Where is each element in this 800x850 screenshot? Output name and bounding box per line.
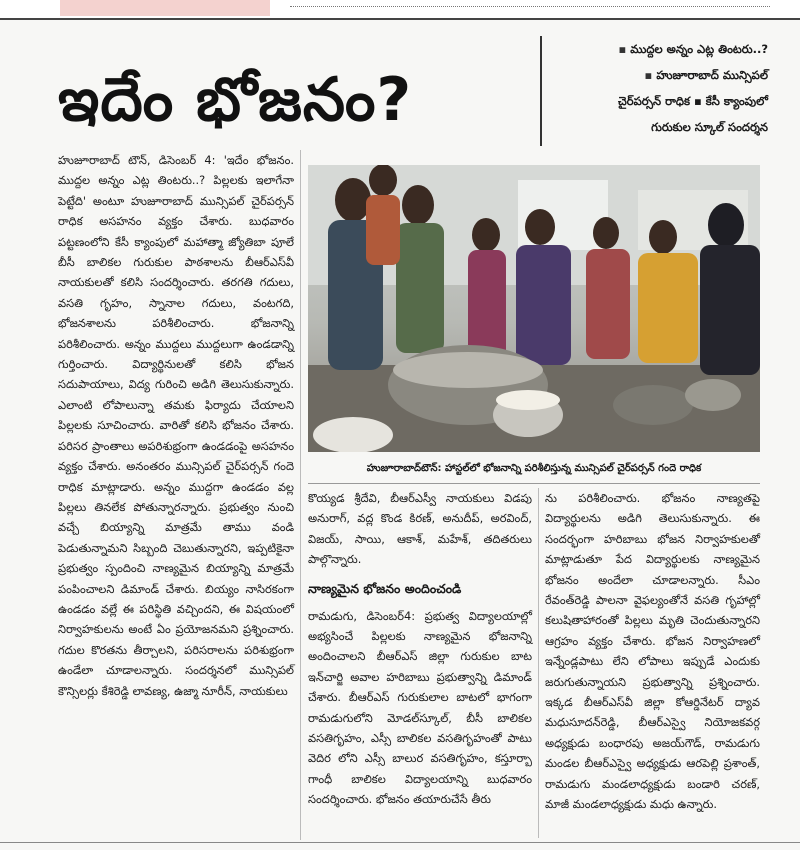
article-text: హుజూరాబాద్ టౌన్, డిసెంబర్ 4: 'ఇదేం భోజనం. ముద్దల అన్నం ఎట్ల తింటరు..? పిల్లలకు ఇలాగేనా పెట్టేది' అంటూ హుజూరాబాద్ మున్సిపల్ చైర్‌పర్సన్ రాధిక అసహనం వ్యక్తం చేశారు. బుధవారం పట్టణంలోని కేసీ క్యాంపులో మహాత్మా జ్యోతిబా పూలే బీసీ బాలికల గురుకుల పాఠశాలను బీఆర్‌ఎస్‌వీ నాయకులతో కలిసి సందర్శించారు. తరగతి గదులు, వసతి గృహం, స్నానాల గదులు, వంటగది, భోజనశాలను పరిశీలించారు. భోజనాన్ని పరిశీలించారు. అన్నం ముద్దలు ముద్దలుగా ఉండడాన్ని గుర్తించారు. విద్యార్థినులతో కలిసి భోజన సదుపాయాలు, విద్య గురించి అడిగి తెలుసుకున్నారు. ఎలాంటి లోపాలున్నా తమకు ఫిర్యాదు చేయాలని పిల్లలకు సూచించారు. వారితో కలిసి భోజనం చేశారు. పరిసర ప్రాంతాలు అపరిశుభ్రంగా ఉండడంపై అసహనం వ్యక్తం చేశారు. అనంతరం మున్సిపల్ చైర్‌పర్సన్ గందె రాధిక మాట్లాడారు. అన్నం ముద్దగా ఉండడం వల్ల పిల్లలు తినలేక పోతున్నారన్నారు. ప్రభుత్వం నుంచి వచ్చే బియ్యాన్ని మాత్రమే తాము వండి పెడుతున్నామని సిబ్బంది చెబుతున్నారని, ఇప్పటికైనా ప్రభుత్వం స్పందించి నాణ్యమైన బియ్యాన్ని మాత్రమే పంపించాలని డిమాండ్ చేశారు. బియ్యం నాసిరకంగా ఉండడం వల్లే ఈ పరిస్థితి వచ్చిందని, ఈ విషయంలో నిర్వాహకులను అంటే ఏం ప్రయోజనమని ప్రశ్నించారు. గదుల కొరతను తీర్చాలని, పరిసరాలను పరిశుభ్రంగా ఉండేలా చూడాలన్నారు. సందర్శనలో మున్సిపల్ కౌన్సిలర్లు కేశిరెడ్డి లావణ్య, ఉజ్మా నూరీన్, నాయకులు xyxy=(58,153,294,698)
deck-line-1: ముద్దల అన్నం ఎట్ల తింటరు..? xyxy=(630,42,768,56)
photo-caption: హుజూరాబాద్‌టౌన్: హాస్టల్‌లో భోజనాన్ని పరిశీలిస్తున్న మున్సిపల్ చైర్‌పర్సన్ గందె రాధిక xyxy=(308,455,760,484)
bullet-icon: ▪ xyxy=(618,42,631,56)
top-divider xyxy=(290,6,770,11)
headline: ఇదేం భోజనం? xyxy=(58,65,413,135)
deck-line-4: గురుకుల స్కూల్ సందర్శన xyxy=(651,120,768,134)
article-text: ను పరిశీలించారు. భోజనం నాణ్యతపై విద్యార్థులను అడిగి తెలుసుకున్నారు. ఈ సందర్భంగా హరిబాబు భోజన నిర్వాహకులతో మాట్లాడుతూ పేద విద్యార్థులకు నాణ్యమైన భోజనం అందేలా చూడాలన్నారు. సీఎం రేవంత్‌రెడ్డి పాలనా వైఫల్యంతోనే వసతి గృహాల్లో కలుషితాహారంతో పిల్లలు మృతి చెందుతున్నారని ఆగ్రహం వ్యక్తం చేశారు. భోజన నిర్వాహణలో ఇన్నేండ్లపాటు లేని లోపాలు ఇప్పుడే ఎందుకు జరుగుతున్నాయని ప్రభుత్వాన్ని ప్రశ్నించారు. ఇక్కడ బీఆర్‌ఎస్‌వీ జిల్లా కోఆర్డినేటర్ ద్యావ మధుసూదన్‌రెడ్డి, బీఆర్‌ఎస్వై నియోజకవర్గ అధ్యక్షుడు బంధారపు అజయ్‌గౌడ్, రామడుగు మండల బీఆర్‌ఎస్వై అధ్యక్షుడు ఆరపెల్లి ప్రశాంత్, రామడుగు మండలాధ్యక్షుడు బండారి చరణ్, మాజీ మండలాధ్యక్షుడు మధు ఉన్నారు. xyxy=(545,491,760,812)
article-text: కొయ్యడ శ్రీదేవి, బీఆర్‌ఎస్వీ నాయకులు విడపు అనురాగ్, వద్ల కొండ కిరణ్, అనుదీప్, అరవింద్, విజయ్, సాయి, ఆకాశ్, మహేశ్, తదితరులు పాల్గొన్నారు. xyxy=(308,491,532,567)
article-column-2 xyxy=(308,488,532,833)
article-column-3 xyxy=(545,488,760,833)
column-rule xyxy=(300,150,301,840)
top-color-bar xyxy=(60,0,270,16)
photo-illustration xyxy=(308,165,760,452)
deck xyxy=(540,36,768,146)
article-text: రామడుగు, డిసెంబర్4: ప్రభుత్వ విద్యాలయాల్లో అభ్యసించే పిల్లలకు నాణ్యమైన భోజనాన్ని అందించాలని బీఆర్‌ఎస్ జిల్లా గురుకుల బాట ఇన్‌చార్జి అవాల హరిబాబు ప్రభుత్వాన్ని డిమాండ్ చేశారు. బీఆర్‌ఎస్ గురుకులాల బాటలో భాగంగా రామడుగులోని మోడల్‌స్కూల్, బీసీ బాలికల వసతిగృహం, ఎస్సీ బాలికల వసతిగృహంతో పాటు వెదిర లోని ఎస్సీ బాలుర వసతిగృహం, కస్తూర్బా గాంధీ బాలికల విద్యాలయాన్ని బుధవారం సందర్శించారు. భోజనం తయారుచేసే తీరు xyxy=(308,608,532,807)
column-rule xyxy=(538,488,539,838)
top-strip xyxy=(0,0,800,20)
subheadline: నాణ్యమైన భోజనం అందించండి xyxy=(308,580,462,596)
bottom-rule xyxy=(0,842,800,843)
deck-line-2: హుజూరాబాద్ మున్సిపల్ xyxy=(656,68,768,82)
deck-line-3: చైర్‌పర్సన్ రాధిక ▪ కేసీ క్యాంపులో xyxy=(618,94,768,108)
bullet-icon: ▪ xyxy=(644,68,657,82)
article-column-1 xyxy=(58,150,294,835)
news-photo xyxy=(308,165,760,452)
